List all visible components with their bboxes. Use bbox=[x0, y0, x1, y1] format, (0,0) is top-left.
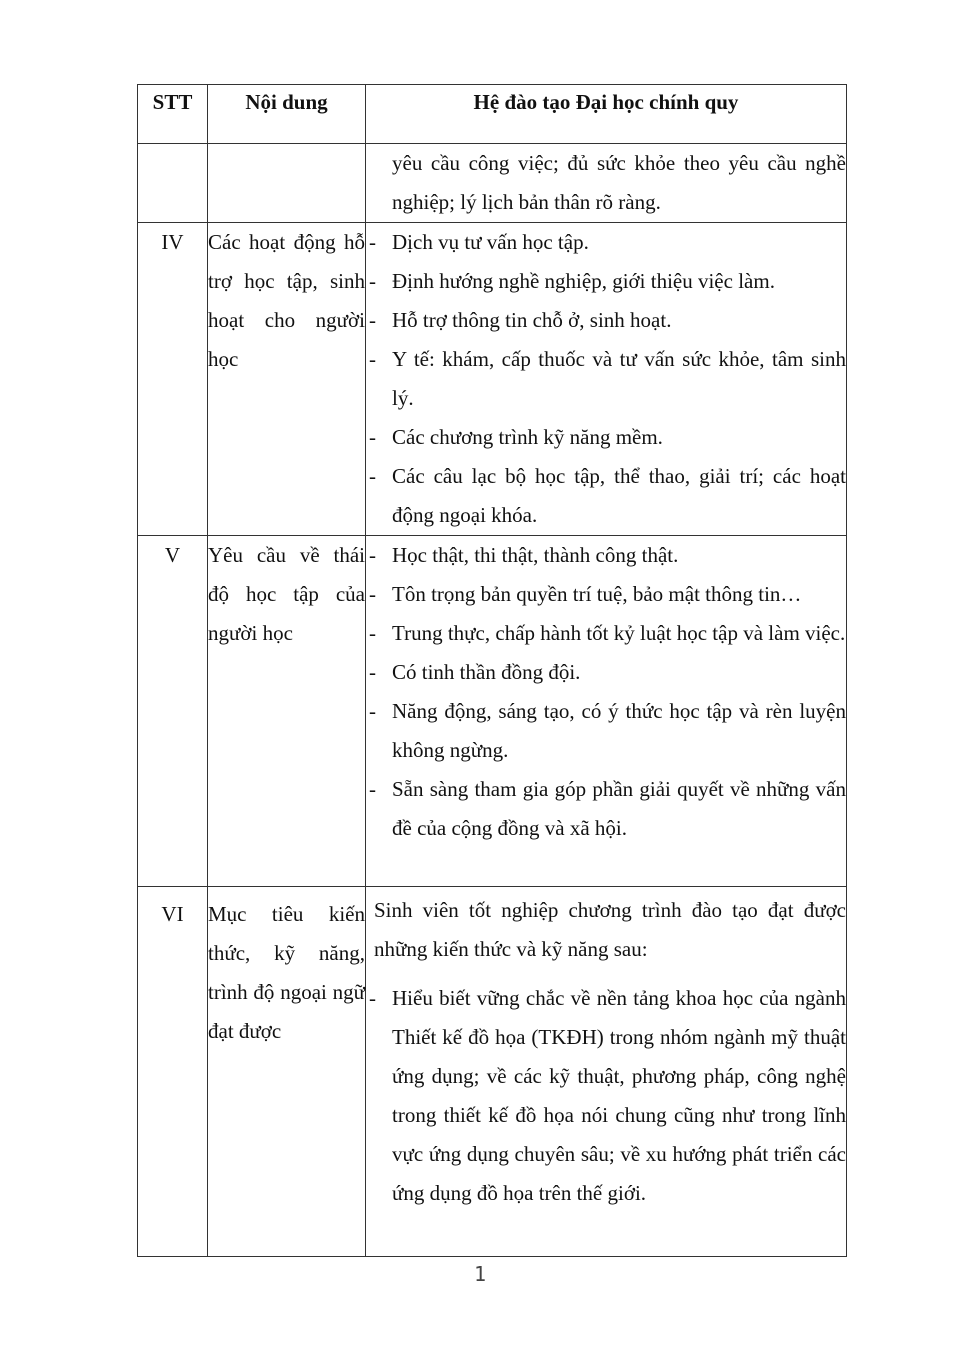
content-text: Yêu cầu về thái độ học tập của người học bbox=[208, 543, 365, 645]
program-cell bbox=[366, 223, 847, 536]
list-item: - Học thật, thi thật, thành công thật. bbox=[366, 536, 846, 575]
bullet-list bbox=[366, 979, 846, 1213]
list-item: - Y tế: khám, cấp thuốc và tư vấn sức khỏe, tâm sinh lý. bbox=[366, 340, 846, 418]
list-item: - Hỗ trợ thông tin chỗ ở, sinh hoạt. bbox=[366, 301, 846, 340]
list-item: - Các chương trình kỹ năng mềm. bbox=[366, 418, 846, 457]
list-item: - Tôn trọng bản quyền trí tuệ, bảo mật thông tin… bbox=[366, 575, 846, 614]
list-item: - Có tinh thần đồng đội. bbox=[366, 653, 846, 692]
program-cell bbox=[366, 144, 847, 223]
list-item: - Sẵn sàng tham gia góp phần giải quyết về những vấn đề của cộng đồng và xã hội. bbox=[366, 770, 846, 848]
intro-text: Sinh viên tốt nghiệp chương trình đào tạo đạt được những kiến thức và kỹ năng sau: bbox=[374, 898, 846, 961]
continuation-text: yêu cầu công việc; đủ sức khỏe theo yêu cầu nghề nghiệp; lý lịch bản thân rõ ràng. bbox=[392, 151, 846, 214]
stt-cell-empty bbox=[138, 144, 208, 223]
header-stt: STT bbox=[138, 85, 208, 144]
content-cell bbox=[208, 536, 366, 887]
content-cell-empty bbox=[208, 144, 366, 223]
page-number: 1 bbox=[473, 1262, 487, 1286]
table-row-continuation bbox=[138, 144, 847, 223]
list-item: - Các câu lạc bộ học tập, thể thao, giải trí; các hoạt động ngoại khóa. bbox=[366, 457, 846, 535]
list-item: - Năng động, sáng tạo, có ý thức học tập và rèn luyện không ngừng. bbox=[366, 692, 846, 770]
content-text: Mục tiêu kiến thức, kỹ năng, trình độ ngoại ngữ đạt được bbox=[208, 902, 365, 1043]
header-row bbox=[138, 85, 847, 144]
content-text: Các hoạt động hỗ trợ học tập, sinh hoạt cho người học bbox=[208, 230, 365, 371]
bullet-list bbox=[366, 223, 846, 535]
content-cell bbox=[208, 223, 366, 536]
header-content: Nội dung bbox=[208, 85, 366, 144]
list-item: - Dịch vụ tư vấn học tập. bbox=[366, 223, 846, 262]
list-item: - Hiểu biết vững chắc về nền tảng khoa học của ngành Thiết kế đồ họa (TKĐH) trong nhóm ngành mỹ thuật ứng dụng; về các kỹ thuật, phương pháp, công nghệ trong thiết kế đồ họa nói chung cũng như trong lĩnh vực ứng dụng chuyên sâu; về xu hướng phát triển các ứng dụng đồ họa trên thế giới. bbox=[366, 979, 846, 1213]
content-cell bbox=[208, 887, 366, 1257]
table-row-vi bbox=[138, 887, 847, 1257]
stt-cell: V bbox=[138, 536, 208, 887]
table-row-v bbox=[138, 536, 847, 887]
list-item: - Định hướng nghề nghiệp, giới thiệu việc làm. bbox=[366, 262, 846, 301]
header-program: Hệ đào tạo Đại học chính quy bbox=[366, 85, 847, 144]
program-cell bbox=[366, 887, 847, 1257]
bullet-list bbox=[366, 536, 846, 848]
table-row-iv bbox=[138, 223, 847, 536]
list-item: - Trung thực, chấp hành tốt kỷ luật học tập và làm việc. bbox=[366, 614, 846, 653]
program-cell bbox=[366, 536, 847, 887]
program-table bbox=[137, 84, 847, 1257]
stt-cell: VI bbox=[138, 887, 208, 1257]
stt-cell: IV bbox=[138, 223, 208, 536]
